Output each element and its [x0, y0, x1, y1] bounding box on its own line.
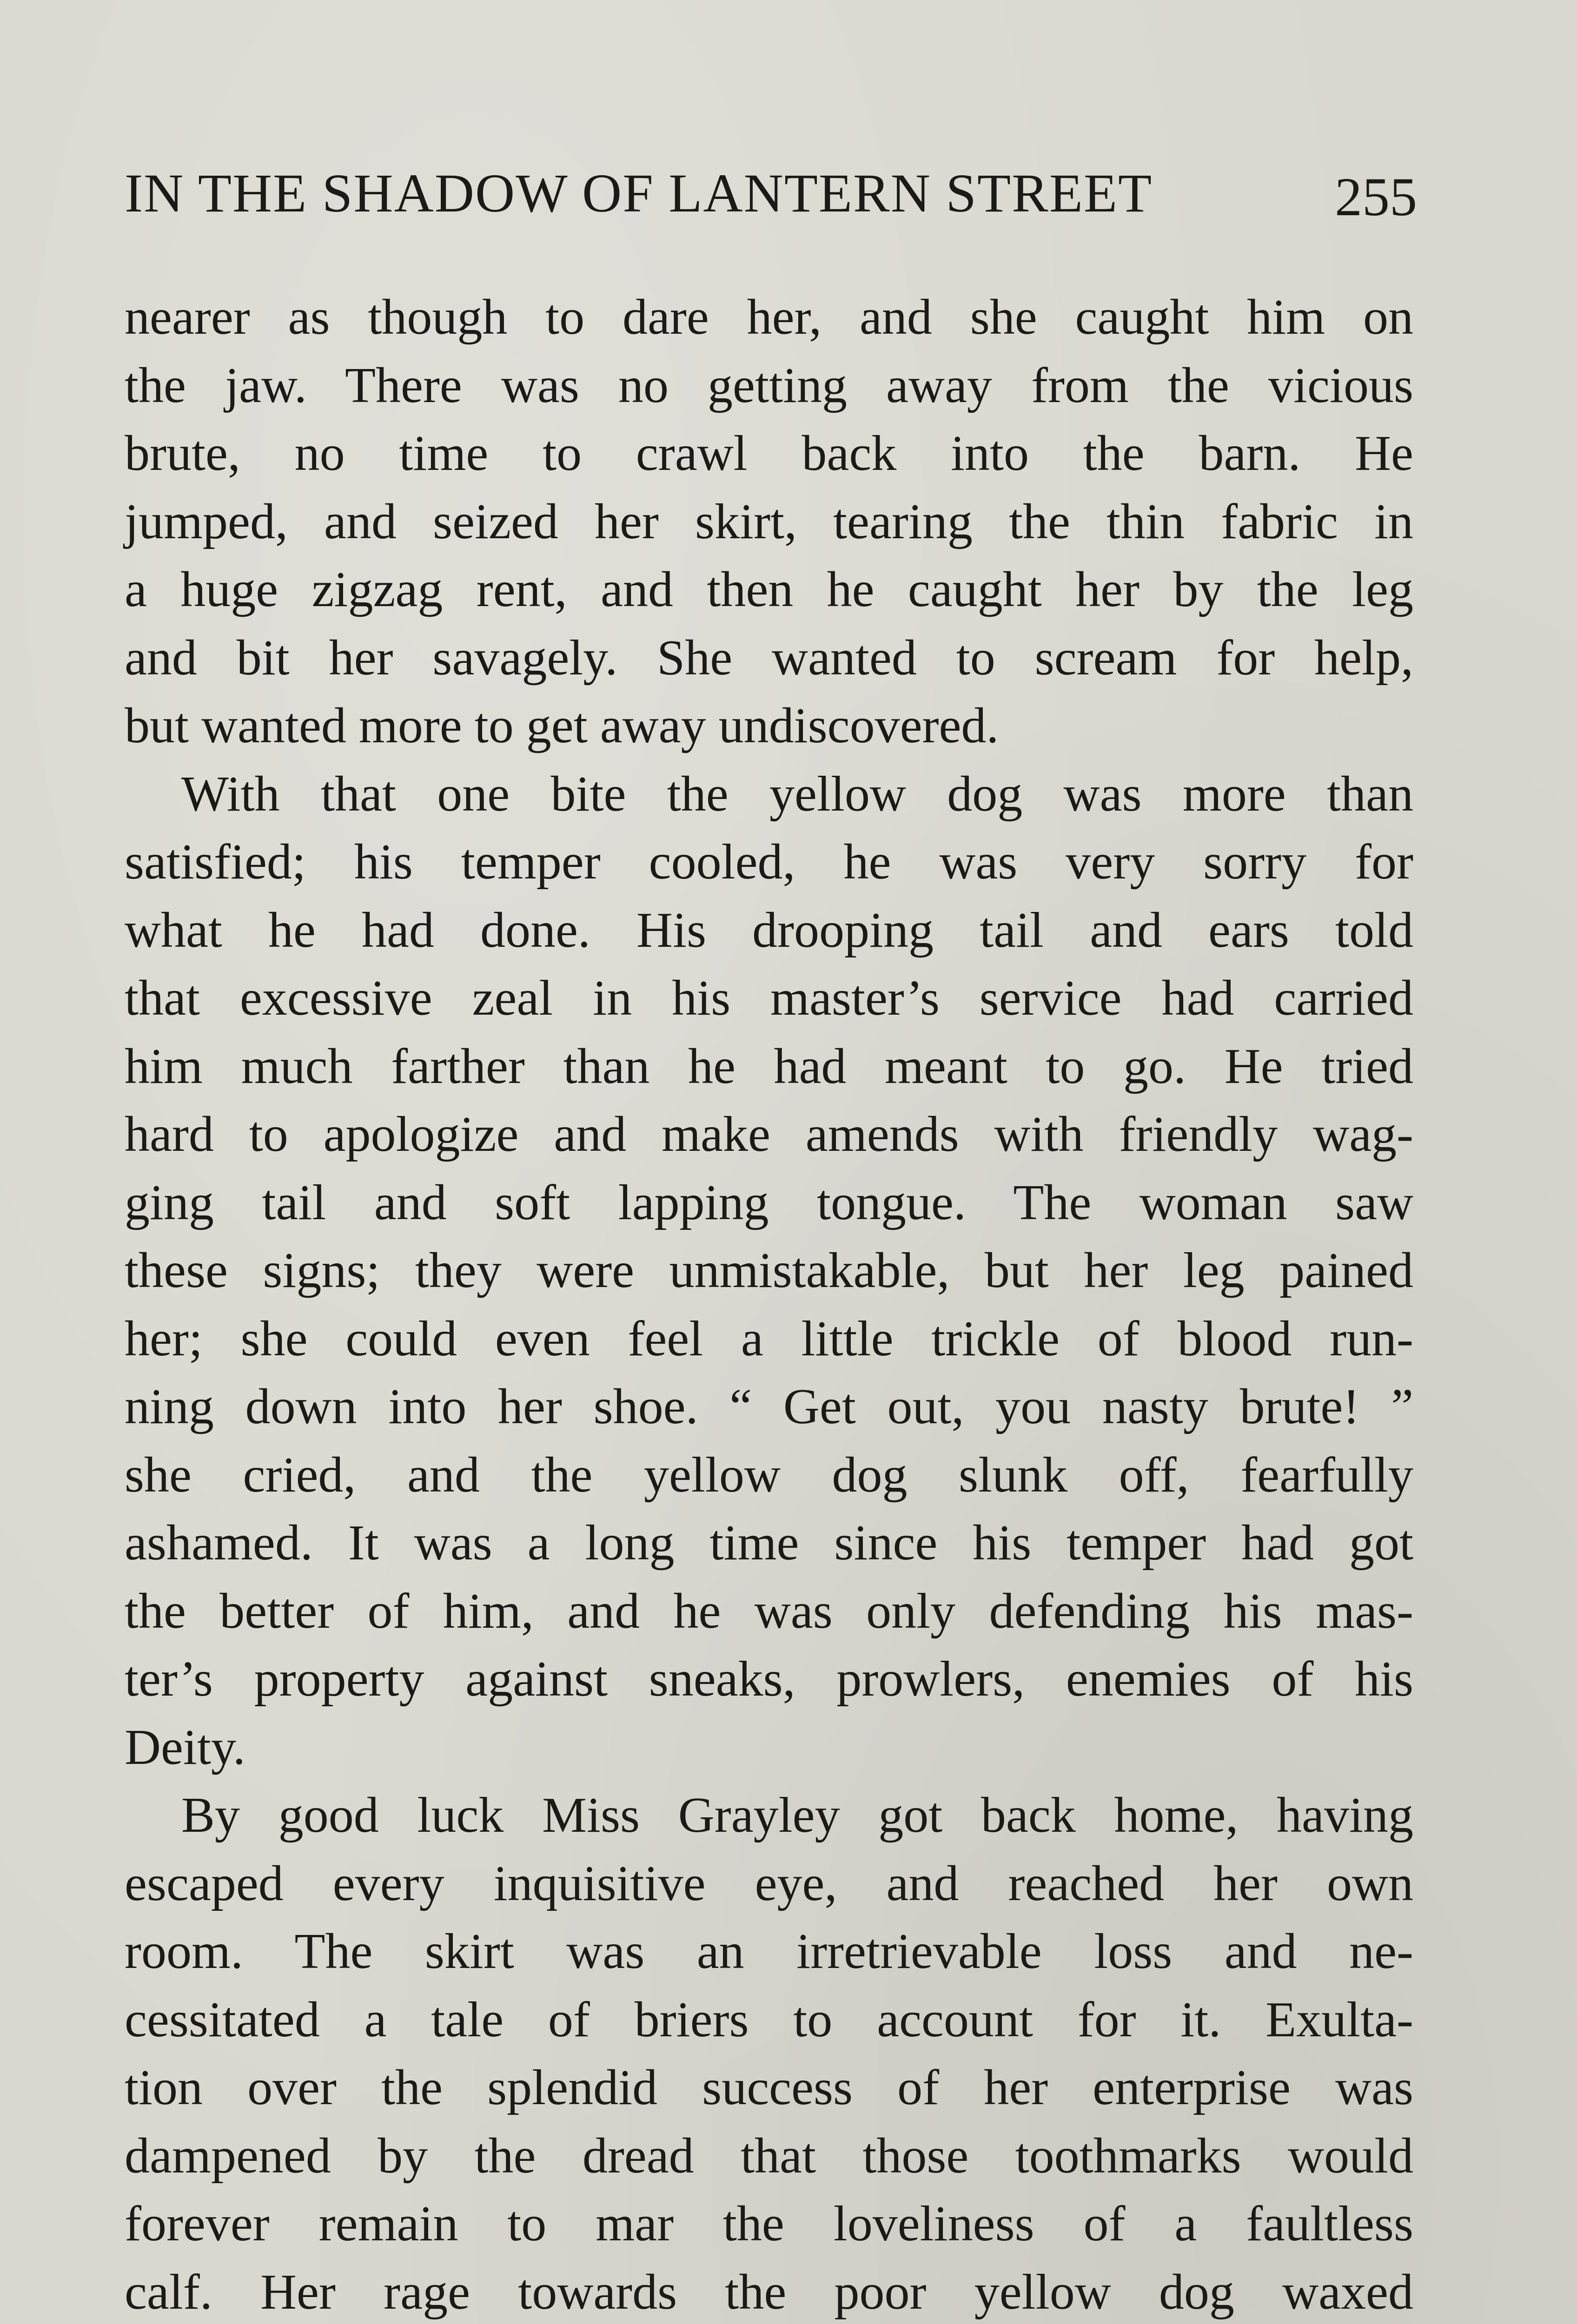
text-line: these signs; they were unmistakable, but her leg pained: [125, 1243, 1413, 1298]
running-head: [125, 161, 1417, 226]
text-line: By good luck Miss Grayley got back home, having: [181, 1788, 1413, 1843]
text-line: what he had done. His drooping tail and ears told: [125, 902, 1413, 958]
page-number: 255: [1335, 166, 1417, 227]
text-line: she cried, and the yellow dog slunk off, fearfully: [125, 1447, 1413, 1503]
text-line: ashamed. It was a long time since his temper had got: [125, 1515, 1413, 1571]
text-line: the better of him, and he was only defending his mas-: [125, 1583, 1413, 1639]
text-line: hard to apologize and make amends with friendly wag-: [125, 1107, 1413, 1162]
text-line: a huge zigzag rent, and then he caught her by the leg: [125, 562, 1413, 617]
text-line: dampened by the dread that those toothmarks would: [125, 2128, 1413, 2184]
text-line: satisfied; his temper cooled, he was very sorry for: [125, 834, 1413, 890]
body-text: [125, 284, 1413, 2324]
text-line: that excessive zeal in his master’s service had carried: [125, 971, 1413, 1026]
text-line: With that one bite the yellow dog was more than: [181, 766, 1413, 822]
text-line: ging tail and soft lapping tongue. The woman saw: [125, 1175, 1413, 1230]
text-line: cessitated a tale of briers to account for it. Exulta-: [125, 1992, 1413, 2047]
text-line: ter’s property against sneaks, prowlers, enemies of his: [125, 1651, 1413, 1707]
text-line: Deity.: [125, 1719, 245, 1775]
text-line: and bit her savagely. She wanted to scream for help,: [125, 630, 1413, 686]
text-line: him much farther than he had meant to go. He tried: [125, 1038, 1413, 1094]
text-line: escaped every inquisitive eye, and reached her own: [125, 1855, 1413, 1911]
text-line: jumped, and seized her skirt, tearing the thin fabric in: [125, 494, 1413, 549]
running-title: IN THE SHADOW OF LANTERN STREET: [125, 163, 1153, 224]
text-line: nearer as though to dare her, and she caught him on: [125, 290, 1413, 345]
text-line: brute, no time to crawl back into the barn. He: [125, 426, 1413, 481]
text-line: but wanted more to get away undiscovered.: [125, 698, 999, 753]
text-line: her; she could even feel a little trickle of blood run-: [125, 1311, 1413, 1367]
text-line: calf. Her rage towards the poor yellow dog waxed: [125, 2264, 1413, 2320]
text-line: ning down into her shoe. “ Get out, you nasty brute! ”: [125, 1379, 1413, 1434]
text-line: room. The skirt was an irretrievable loss and ne-: [125, 1924, 1413, 1979]
text-line: the jaw. There was no getting away from the vicious: [125, 357, 1413, 413]
text-line: tion over the splendid success of her enterprise was: [125, 2060, 1413, 2115]
text-line: forever remain to mar the loveliness of a faultless: [125, 2196, 1413, 2251]
